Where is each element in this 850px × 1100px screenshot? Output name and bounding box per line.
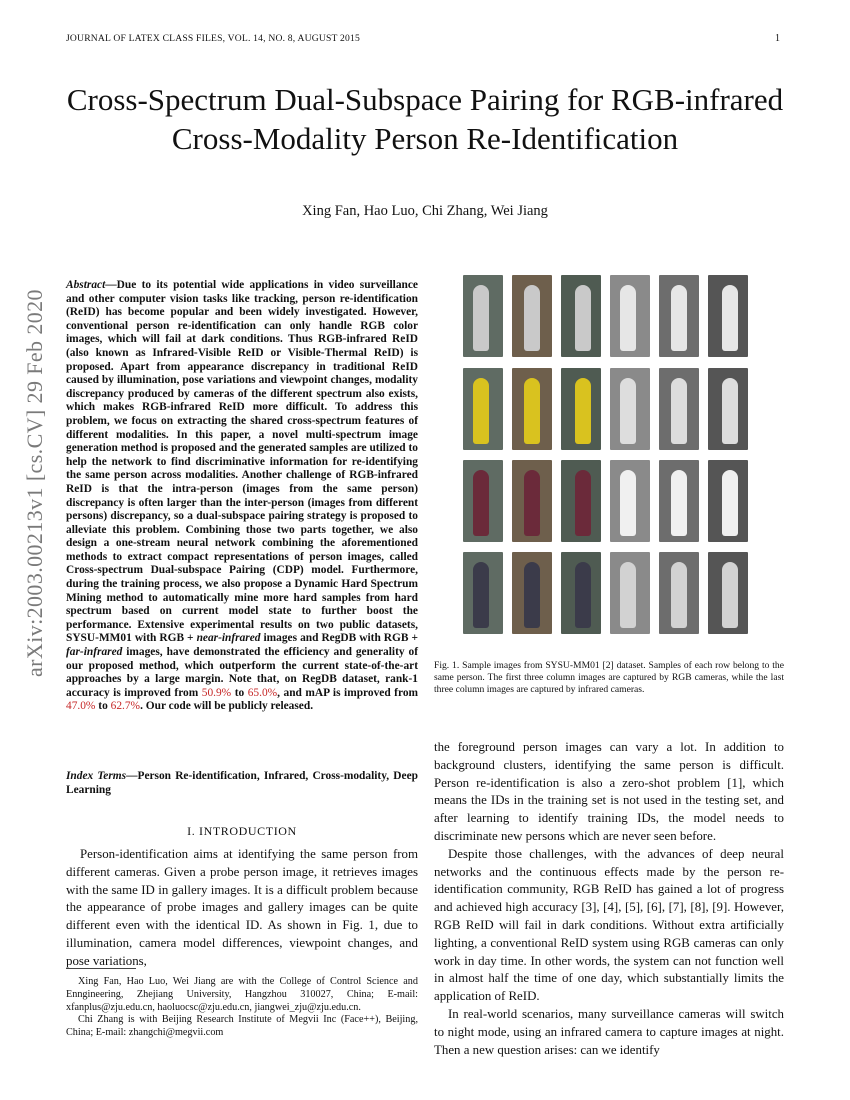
- person-silhouette: [671, 562, 687, 628]
- author-list: Xing Fan, Hao Luo, Chi Zhang, Wei Jiang: [302, 203, 548, 219]
- rank1-from-value: 50.9%: [201, 686, 232, 699]
- running-header: JOURNAL OF LATEX CLASS FILES, VOL. 14, NO. 8, AUGUST 2015: [66, 33, 360, 44]
- person-silhouette: [671, 378, 687, 444]
- far-infrared-term: far-infrared: [66, 646, 123, 659]
- rgb-sample-image: [561, 552, 601, 634]
- person-silhouette: [473, 378, 489, 444]
- near-infrared-term: near-infrared: [196, 632, 261, 645]
- person-silhouette: [473, 562, 489, 628]
- rgb-sample-image: [512, 460, 552, 542]
- infrared-sample-image: [659, 460, 699, 542]
- footnotes: [66, 976, 418, 1040]
- image-row: [463, 552, 748, 634]
- rank1-to-value: 65.0%: [247, 686, 278, 699]
- index-terms-text: —Person Re-identification, Infrared, Cross-modality, Deep Learning: [66, 770, 418, 796]
- infrared-sample-image: [610, 552, 650, 634]
- person-silhouette: [575, 285, 591, 351]
- infrared-sample-image: [610, 460, 650, 542]
- infrared-sample-image: [708, 368, 748, 450]
- person-silhouette: [671, 470, 687, 536]
- abstract: [66, 279, 418, 714]
- person-silhouette: [524, 285, 540, 351]
- rgb-sample-image: [512, 552, 552, 634]
- rgb-sample-image: [512, 275, 552, 357]
- person-silhouette: [575, 378, 591, 444]
- infrared-sample-image: [708, 460, 748, 542]
- person-silhouette: [671, 285, 687, 351]
- paper-title: Cross-Spectrum Dual-Subspace Pairing for RGB-infrared Cross-Modality Person Re-Identification: [66, 82, 784, 156]
- intro-right-paragraph-1: the foreground person images can vary a lot. In addition to background clusters, identifying the same person is difficult. Person re-identification is also a zero-shot problem [1], which means the IDs in the training set is not used in the testing set, and after learning to identify training IDs, the model needs to discriminate new persons which are never seen before.: [434, 740, 784, 843]
- abstract-to-1: to: [231, 686, 248, 699]
- rgb-sample-image: [463, 460, 503, 542]
- abstract-text-3: images, have demonstrated the efficiency and generality of our proposed method, which outperform the current state-of-the-art approaches by a large margin. Note that, on RegDB dataset, rank-1 accuracy is improved from: [66, 646, 418, 699]
- figure-caption: Fig. 1. Sample images from SYSU-MM01 [2] dataset. Samples of each row belong to the same person. The first three column images are captured by RGB cameras, while the last three column images are captured by infrared cameras.: [434, 660, 784, 695]
- rgb-sample-image: [512, 368, 552, 450]
- image-row: [463, 460, 748, 542]
- person-silhouette: [620, 285, 636, 351]
- infrared-sample-image: [659, 552, 699, 634]
- rgb-sample-image: [561, 460, 601, 542]
- person-silhouette: [722, 378, 738, 444]
- person-silhouette: [722, 285, 738, 351]
- infrared-sample-image: [610, 275, 650, 357]
- abstract-text-1: —Due to its potential wide applications in video surveillance and other computer vision tasks like tracking, person re-identification (ReID) has become popular and been widely investigated. However, conventional person re-identification can only handle RGB color images, which will fail at dark conditions. Thus RGB-infrared ReID (also known as Infrared-Visible ReID or Visible-Thermal ReID) is proposed. Apart from appearance discrepancy in traditional ReID caused by illumination, pose variations and viewpoint changes, modality discrepancy produced by cameras of the different spectrum also exists, which makes RGB-infrared ReID more difficult. To address this problem, we focus on extracting the shared cross-spectrum features of different modalities. In this paper, a novel multi-spectrum image generation method is proposed and the generated samples are utilized to help the network to find discriminative information for re-identifying the same person across modalities. Another challenge of RGB-infrared ReID is that the intra-person (images from the same person) discrepancy is often larger than the inter-person (images from different persons) discrepancy, so a dual-subspace pairing strategy is proposed to alleviate this problem. Combining those two parts together, we also design a one-stream neural network combining the aforementioned methods to extract compact representations of person images, called Cross-spectrum Dual-subspace Pairing (CDP) model. Furthermore, during the training process, we also propose a Dynamic Hard Spectrum Mining method to automatically mine more hard samples from hard spectrum based on current model state to further boost the performance. Extensive experimental results on two public datasets, SYSU-MM01 with RGB +: [66, 279, 418, 645]
- person-silhouette: [620, 470, 636, 536]
- index-terms-label: Index Terms: [66, 770, 127, 782]
- person-silhouette: [473, 285, 489, 351]
- infrared-sample-image: [708, 552, 748, 634]
- intro-paragraph: Person-identification aims at identifying the same person from different cameras. Given a probe person image, it retrieves images with the same ID in gallery images. It is a difficult problem because the appearance of probe images and gallery images can be quite different even with the identical ID. As shown in Fig. 1, due to illumination, camera model differences, viewpoint changes, and pose variations,: [66, 847, 418, 968]
- image-row: [463, 368, 748, 450]
- infrared-sample-image: [659, 275, 699, 357]
- person-silhouette: [722, 470, 738, 536]
- person-silhouette: [575, 470, 591, 536]
- abstract-to-2: to: [95, 700, 111, 713]
- section-heading: I. INTRODUCTION: [187, 824, 297, 838]
- person-silhouette: [473, 470, 489, 536]
- rgb-sample-image: [463, 552, 503, 634]
- map-to-value: 62.7%: [110, 700, 141, 713]
- rgb-sample-image: [463, 275, 503, 357]
- person-silhouette: [524, 562, 540, 628]
- abstract-text-4: , and mAP is improved from: [277, 686, 419, 699]
- map-from-value: 47.0%: [66, 700, 96, 713]
- person-silhouette: [620, 562, 636, 628]
- person-silhouette: [620, 378, 636, 444]
- abstract-label: Abstract: [66, 279, 106, 291]
- intro-right-paragraph-2: Despite those challenges, with the advances of deep neural networks and the continuous effects made by the person re-identification community, RGB ReID has gained a lot of progress and achieved high accuracy [3], [4], [5], [6], [7], [8], [9]. However, RGB ReID will fail in dark conditions. Without extra artificially lighting, a conventional ReID system using RGB cameras can only work in day time. In other words, the system can not function well in almost half the time of one day, which substantially limits the application of ReID.: [434, 846, 784, 1004]
- infrared-sample-image: [659, 368, 699, 450]
- infrared-sample-image: [610, 368, 650, 450]
- infrared-sample-image: [708, 275, 748, 357]
- intro-right-paragraph-3: In real-world scenarios, many surveillance cameras will switch to night mode, using an infrared camera to capture images at night. Then a new question arises: can we identify: [434, 1006, 784, 1057]
- rgb-sample-image: [561, 275, 601, 357]
- figure-1-image-grid: [463, 275, 753, 640]
- abstract-text-5: . Our code will be publicly released.: [140, 700, 314, 713]
- footnote-divider: [66, 968, 136, 969]
- person-silhouette: [722, 562, 738, 628]
- intro-right-column: [434, 739, 784, 1059]
- abstract-text-2: images and RegDB with RGB +: [260, 632, 418, 645]
- arxiv-stamp: arXiv:2003.00213v1 [cs.CV] 29 Feb 2020: [22, 289, 47, 677]
- person-silhouette: [524, 470, 540, 536]
- footnote-affiliation-1: Xing Fan, Hao Luo, Wei Jiang are with the College of Control Science and Enngineering, Zhejiang University, Hangzhou 310027, China; E-mail: xfanplus@zju.edu.cn, haoluocsc@zju.edu.cn, jiangwei_zju@zju.edu.cn.: [66, 976, 418, 1013]
- index-terms: [66, 770, 418, 797]
- person-silhouette: [524, 378, 540, 444]
- rgb-sample-image: [561, 368, 601, 450]
- person-silhouette: [575, 562, 591, 628]
- page-number: 1: [775, 33, 780, 44]
- rgb-sample-image: [463, 368, 503, 450]
- footnote-affiliation-2: Chi Zhang is with Beijing Research Institute of Megvii Inc (Face++), Beijing, China; E-mail: zhangchi@megvii.com: [66, 1014, 418, 1039]
- intro-left-column: [66, 846, 418, 971]
- image-row: [463, 275, 748, 357]
